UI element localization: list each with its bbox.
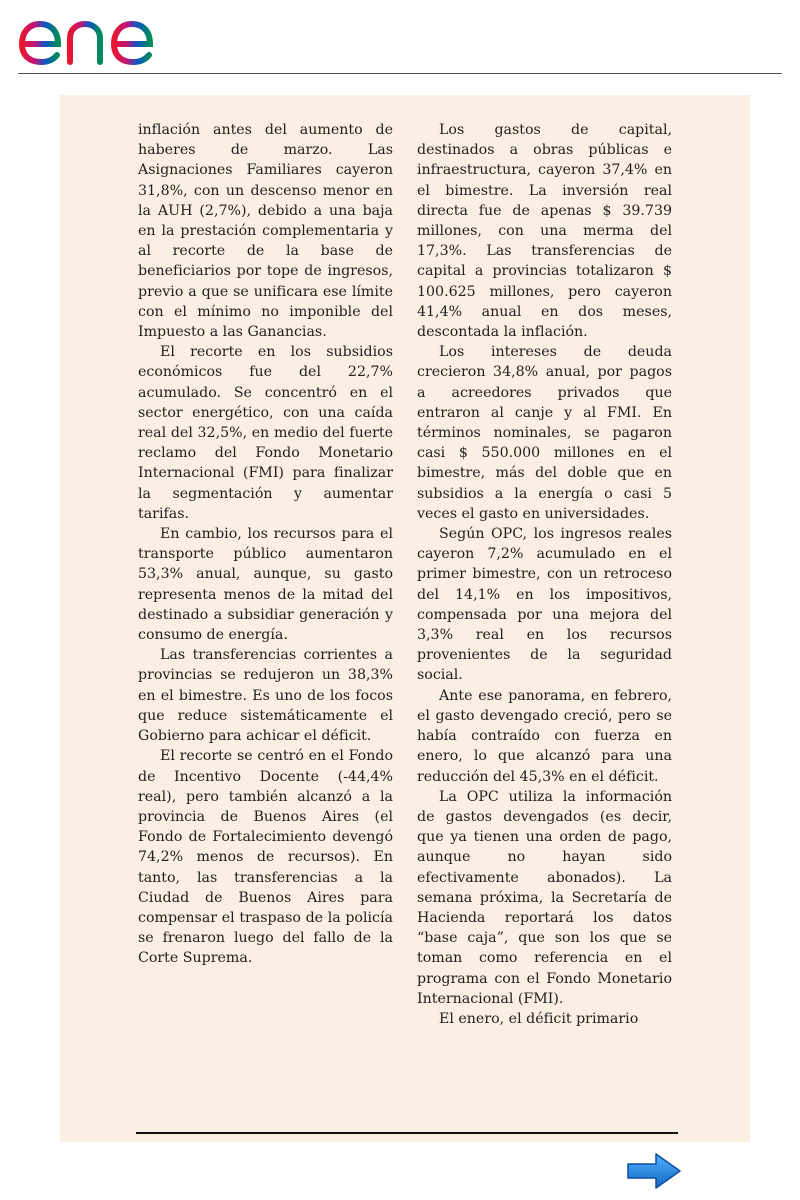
news-clipping (60, 95, 750, 1142)
right-arrow-icon[interactable] (626, 1152, 682, 1190)
article-paragraph: La OPC utiliza la información de gastos devengados (es decir, que ya tienen una orden de pago, aunque no hayan sido efectivamente abonados). La semana próxima, la Secretaría de Hacienda reportará los datos “base caja”, que son los que se toman como referencia en el programa con el Fondo Monetario Internacional (FMI). (417, 788, 672, 1007)
article-column-left (138, 120, 393, 969)
article-paragraph: En cambio, los recursos para el transporte público aumentaron 53,3% anual, aunque, su gasto representa menos de la mitad del destinado a subsidiar generación y consumo de energía. (138, 526, 393, 644)
header-divider (18, 73, 782, 74)
article-paragraph: Los gastos de capital, destinados a obras públicas e infraestructura, cayeron 37,4% en el bimestre. La inversión real directa fue de apenas $ 39.739 millones, con una merma del 17,3%. Las transferencias de capital a provincias totalizaron $ 100.625 millones, pero cayeron 41,4% anual en dos meses, descontada la inflación. (417, 122, 672, 341)
article-column-right (417, 120, 672, 1029)
article-paragraph: El recorte se centró en el Fondo de Incentivo Docente (-44,4% real), pero también alcanzó a la provincia de Buenos Aires (el Fondo de Fortalecimiento devengó 74,2% menos de recursos). En tanto, las transferencias a la Ciudad de Buenos Aires para compensar el traspaso de la policía se frenaron luego del fallo de la Corte Suprema. (138, 748, 393, 967)
article-paragraph: Según OPC, los ingresos reales cayeron 7,2% acumulado en el primer bimestre, con un retroceso del 14,1% en los impositivos, compensada por una mejora del 3,3% real en los recursos provenientes de la seguridad social. (417, 526, 672, 684)
article-paragraph: El enero, el déficit primario (439, 1010, 639, 1027)
article-paragraph: El recorte en los subsidios económicos fue del 22,7% acumulado. Se concentró en el sector energético, con una caída real del 32,5%, en medio del fuerte reclamo del Fondo Monetario Internacional (FMI) para finalizar la segmentación y aumentar tarifas. (138, 344, 393, 522)
clipping-bottom-rule (136, 1132, 678, 1134)
article-paragraph: Las transferencias corrientes a provincias se redujeron un 38,3% en el bimestre. Es uno de los focos que reduce sistemáticamente el Gobierno para achicar el déficit. (138, 647, 393, 745)
enel-logo (14, 4, 184, 70)
article-paragraph: Ante ese panorama, en febrero, el gasto devengado creció, pero se había contraído con fuerza en enero, lo que alcanzó para una reducción del 45,3% en el déficit. (417, 687, 672, 785)
article-paragraph: inflación antes del aumento de haberes de marzo. Las Asignaciones Familiares cayeron 31,8%, con un descenso menor en la AUH (2,7%), debido a una baja en la prestación complementaria y al recorte de la base de beneficiarios por tope de ingresos, previo a que se unificara ese límite con el mínimo no imponible del Impuesto a las Ganancias. (138, 122, 393, 341)
article-paragraph: Los intereses de deuda crecieron 34,8% anual, por pagos a acreedores privados que entraron al canje y al FMI. En términos nominales, se pagaron casi $ 550.000 millones en el bimestre, más del doble que en subsidios a la energía o casi 5 veces el gasto en universidades. (417, 344, 672, 522)
